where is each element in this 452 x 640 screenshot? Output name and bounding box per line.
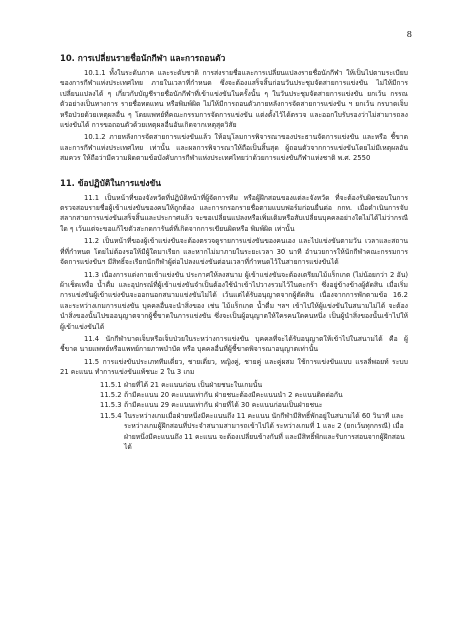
list-item-text: ในระหว่างเกมเมื่อฝ่ายหนึ่งมีคะแนนถึง 11 คะแนน นักกีฬามีสิทธิ์พักอยู่ในสนามได้ 60 วินาที และระหว่างเกมผู้ฝึกสอนที่ประจำสนามสามารถเข้าไปได้ ระหว่างเกมที่ 1 และ 2 (ยกเว้นทุกกรณี) เมื่อฝ่ายหนึ่งมีคะแนนถึง 11 คะแนน จะต้องเปลี่ยนข้างกันที่ และมีสิทธิ์พักและรับการสอนจากผู้ฝึกสอนได้: [124, 411, 405, 451]
paragraph-11-2: 11.2 เป็นหน้าที่ของผู้เข้าแข่งขันจะต้องตรวจดูรายการแข่งขันของคนเอง และไปแข่งขันตามวัน เวลาและสถานที่ที่กำหนด โดยไม่ต้องรอให้มีผู้ใดมาเรียก และหากไม่มาภายในระยะเวลา 30 นาที อำนวยการให้นักกีฬาคณะกรรมการจัดการแข่งขันฯ มีสิทธิ์จะเรียกนักกีฬาผู้ต่อไปลงแข่งขันต่อนเวลาที่กำหนดไว้ในสายการแข่งขันได้: [60, 237, 408, 267]
list-item-number: 11.5.2: [100, 390, 122, 399]
page-number: 8: [406, 30, 412, 40]
list-item: [100, 380, 408, 390]
paragraph-11-4: 11.4 นักกีฬาบาดเจ็บหรือเจ็บป่วยในระหว่างการแข่งขัน บุคคลที่จะได้รับอนุญาตให้เข้าไปในสนามได้ คือ ผู้ชี้ขาด นายแพทย์หรือแพทย์กายภาพบำบัด หรือ บุคคลอื่นที่ผู้ชี้ขาดพิจารณาอนุญาตเท่านั้น: [60, 334, 408, 354]
paragraph-10-1-2: 10.1.2 ภายหลังการจัดสายการแข่งขันแล้ว ให้อนุโลมการพิจารณาของประธานจัดการแข่งขัน และหรือ ชี้ขาด และการกีฬาแห่งประเทศไทย เท่านั้น และผลการพิจารณาให้ถือเป็นสิ้นสุด ผู้ถอนตัวจากการแข่งขันโดยไม่มีเหตุผลอันสมควร ให้ถือว่ามีความผิดตามข้อบังคับการกีฬาแห่งประเทศไทยว่าด้วยการแข่งขันกีฬาแห่งชาติ พ.ศ. 2550: [60, 133, 408, 163]
list-item-number: 11.5.4: [100, 411, 122, 420]
list-item: [100, 400, 408, 410]
paragraph-11-1: 11.1 เป็นหน้าที่ของจังหวัดที่ปฏิบัติหน้าที่ผู้จัดการทีม หรือผู้ฝึกสอนของแต่ละจังหวัด ที่จะต้องรับผิดชอบในการตรวจสอบรายชื่อผู้เข้าแข่งขันของคนให้ถูกต้อง และการกรอกรายชื่อตามแบบฟอร์มก่อนยื่นต่อ กกท. เมื่อดำเนินการจับสลากสายการแข่งขันเสร็จสิ้นและประกาศแล้ว จะขอเปลี่ยนแปลงหรือเพิ่มเติมหรือสับเปลี่ยนบุคคลอย่างใดไม่ได้ไม่ว่ากรณีใด ๆ เว้นแต่จะขอแก้ไขตัวสะกดการันต์ที่เกิดจากการเขียนผิดหรือ พิมพ์ผิด เท่านั้น: [60, 193, 408, 233]
section-11-heading: 11. ข้อปฏิบัติในการแข่งขัน: [60, 177, 161, 188]
paragraph-11-5: 11.5 การแข่งขันประเภททีมเดี่ยว, ชายเดี่ยว, หญิงคู่, ชายคู่ และคู่ผสม ใช้การแข่งขันแบบ แรลลี่พอยท์ ระบบ 21 คะแนน ทำการแข่งขันแพ้ชนะ 2 ใน 3 เกม: [60, 357, 408, 377]
list-item-text: ฝ่ายที่ได้ 21 คะแนนก่อน เป็นฝ่ายชนะในเกมนั้น: [124, 380, 263, 389]
list-item: [100, 411, 408, 453]
scoring-rules-list: [100, 380, 408, 453]
list-item-number: 11.5.1: [100, 380, 122, 389]
list-item-text: ถ้ามีคะแนน 29 คะแนนเท่ากัน ฝ่ายที่ได้ 30 คะแนนก่อนเป็นฝ่ายชนะ: [124, 401, 323, 410]
paragraph-11-3: 11.3 เนื่องการแต่งกายเข้าแข่งขัน ประกาศให้ลงสนาม ผู้เข้าแข่งขันจะต้องเตรียมไม้แร็กเกต (ไม่น้อยกว่า 2 อัน) ผ้าเช็ดเหงื่อ น้ำดื่ม และอุปกรณ์ที่ผู้เข้าแข่งขันจำเป็นต้องใช้นำเข้าไปวางรวมไว้ในตะกร้า ซึ่งอยู่ข้างข้างผู้ตัดสิน เมื่อเริ่มการแข่งขันผู้เข้าแข่งขันจะออกนอกสนามแข่งขันไม่ได้ เว้นแต่ได้รับอนุญาตจากผู้ตัดสิน เนื่องจากการพักตามข้อ 16.2 และระหว่างเกมการแข่งขัน บุคคลอื่นจะนำสิ่งของ เช่น ไม้แร็กเกต น้ำดื่ม ฯลฯ เข้าไปให้ผู้แข่งขันในสนามไม่ได้ จะต้องนำสิ่งของนั้นไปขออนุญาตจากผู้ชี้ขาดในการแข่งขัน ซึ่งจะเป็นผู้อนุญาตให้ใครคนใดคนหนึ่ง เป็นผู้นำสิ่งของนั้นเข้าไปให้ผู้เข้าแข่งขันได้: [60, 270, 408, 331]
section-10-heading: 10. การเปลี่ยนรายชื่อนักกีฬา และการถอนตัว: [60, 53, 226, 63]
list-item-number: 11.5.3: [100, 401, 122, 410]
list-item: [100, 390, 408, 400]
paragraph-10-1-1: 10.1.1 ทั้งในระดับภาค และระดับชาติ การส่งรายชื่อและการเปลี่ยนแปลงรายชื่อนักกีฬา ให้เป็นไปตามระเบียบของการกีฬาแห่งประเทศไทย ภายในเวลาที่กำหนด ซึ่งจะต้องแสร็จสิ้นก่อนวันประชุมจัดสายการแข่งขัน ไม่ให้มีการเปลี่ยนแปลงได้ ๆ เกี่ยวกับบัญชีรายชื่อนักกีฬาที่เข้าแข่งขันในครั้งนั้น ๆ ในวันประชุมจัดสายการแข่งขัน ยกเว้น กรรณตัวอย่างเป็นทางการ รายชื่อทดแทน หรือพิมพ์ผิด ไม่ให้มีการถอนตัวภายหลังการจัดสายการแข่งขัน ฯ ยกเว้น กรบาดเจ็บหรือป่วยด้วยเหตุผลอื่น ๆ โดยแพทย์ที่คณะกรรมการจัดการแข่งขัน แต่งตั้งไว้ได้ตรวจ และออกใบรับรองว่าไม่สามารถลงแข่งขันได้ การขอถอนตัวด้วยเหตุผลอื่นอันเกิดจากเหตุสุดวิสัย: [60, 69, 408, 130]
list-item-text: ถ้ามีคะแนน 20 คะแนนเท่ากัน ฝ่ายชนะต้องมีคะแนนนำ 2 คะแนนติดต่อกัน: [124, 390, 343, 399]
